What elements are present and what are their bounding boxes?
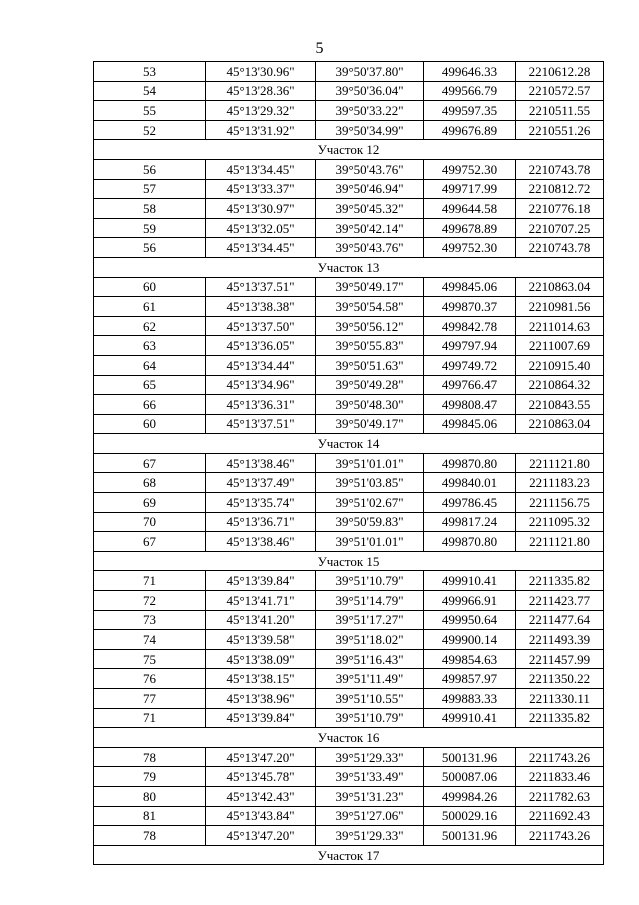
longitude-cell: 39°50'49.28" (316, 375, 424, 395)
point-number-cell: 56 (94, 238, 206, 258)
latitude-cell: 45°13'43.84" (206, 806, 316, 826)
y-coordinate-cell: 2211183.23 (516, 473, 604, 493)
page-number: 5 (315, 40, 324, 57)
table-row (94, 414, 604, 434)
y-coordinate-cell: 2210743.78 (516, 159, 604, 179)
longitude-cell: 39°50'34.99" (316, 120, 424, 140)
y-coordinate-cell: 2211743.26 (516, 826, 604, 846)
section-row (94, 728, 604, 748)
x-coordinate-cell: 499900.14 (424, 630, 516, 650)
x-coordinate-cell: 499870.80 (424, 453, 516, 473)
x-coordinate-cell: 500087.06 (424, 767, 516, 787)
y-coordinate-cell: 2211335.82 (516, 708, 604, 728)
longitude-cell: 39°51'10.55" (316, 689, 424, 709)
table-row (94, 649, 604, 669)
y-coordinate-cell: 2211782.63 (516, 786, 604, 806)
x-coordinate-cell: 499857.97 (424, 669, 516, 689)
y-coordinate-cell: 2211457.99 (516, 649, 604, 669)
x-coordinate-cell: 499808.47 (424, 395, 516, 415)
table-row (94, 199, 604, 219)
table-row (94, 532, 604, 552)
point-number-cell: 78 (94, 826, 206, 846)
latitude-cell: 45°13'31.92" (206, 120, 316, 140)
section-title: Участок 13 (94, 257, 604, 277)
section-title: Участок 14 (94, 434, 604, 454)
table-row (94, 355, 604, 375)
table-row (94, 591, 604, 611)
table-row (94, 473, 604, 493)
section-title: Участок 15 (94, 551, 604, 571)
point-number-cell: 73 (94, 610, 206, 630)
x-coordinate-cell: 499752.30 (424, 238, 516, 258)
x-coordinate-cell: 500029.16 (424, 806, 516, 826)
y-coordinate-cell: 2210981.56 (516, 297, 604, 317)
table-row (94, 512, 604, 532)
table-row (94, 159, 604, 179)
point-number-cell: 72 (94, 591, 206, 611)
y-coordinate-cell: 2211330.11 (516, 689, 604, 709)
point-number-cell: 68 (94, 473, 206, 493)
x-coordinate-cell: 499950.64 (424, 610, 516, 630)
y-coordinate-cell: 2211493.39 (516, 630, 604, 650)
table-row (94, 767, 604, 787)
x-coordinate-cell: 499845.06 (424, 414, 516, 434)
coordinates-table (93, 61, 604, 865)
y-coordinate-cell: 2211833.46 (516, 767, 604, 787)
y-coordinate-cell: 2210812.72 (516, 179, 604, 199)
longitude-cell: 39°51'10.79" (316, 708, 424, 728)
x-coordinate-cell: 499910.41 (424, 708, 516, 728)
point-number-cell: 64 (94, 355, 206, 375)
y-coordinate-cell: 2210863.04 (516, 414, 604, 434)
point-number-cell: 55 (94, 101, 206, 121)
latitude-cell: 45°13'38.38" (206, 297, 316, 317)
point-number-cell: 80 (94, 786, 206, 806)
x-coordinate-cell: 500131.96 (424, 826, 516, 846)
latitude-cell: 45°13'36.05" (206, 336, 316, 356)
longitude-cell: 39°50'59.83" (316, 512, 424, 532)
y-coordinate-cell: 2211156.75 (516, 493, 604, 513)
table-row (94, 786, 604, 806)
y-coordinate-cell: 2211335.82 (516, 571, 604, 591)
point-number-cell: 76 (94, 669, 206, 689)
latitude-cell: 45°13'37.50" (206, 316, 316, 336)
latitude-cell: 45°13'30.97" (206, 199, 316, 219)
table-row (94, 277, 604, 297)
longitude-cell: 39°51'29.33" (316, 747, 424, 767)
x-coordinate-cell: 499644.58 (424, 199, 516, 219)
longitude-cell: 39°51'29.33" (316, 826, 424, 846)
table-row (94, 238, 604, 258)
latitude-cell: 45°13'39.58" (206, 630, 316, 650)
table-row (94, 81, 604, 101)
y-coordinate-cell: 2210551.26 (516, 120, 604, 140)
latitude-cell: 45°13'41.71" (206, 591, 316, 611)
section-row (94, 551, 604, 571)
latitude-cell: 45°13'41.20" (206, 610, 316, 630)
y-coordinate-cell: 2211007.69 (516, 336, 604, 356)
table-row (94, 493, 604, 513)
point-number-cell: 71 (94, 571, 206, 591)
point-number-cell: 63 (94, 336, 206, 356)
point-number-cell: 66 (94, 395, 206, 415)
point-number-cell: 52 (94, 120, 206, 140)
y-coordinate-cell: 2211121.80 (516, 453, 604, 473)
longitude-cell: 39°50'45.32" (316, 199, 424, 219)
x-coordinate-cell: 499566.79 (424, 81, 516, 101)
longitude-cell: 39°51'03.85" (316, 473, 424, 493)
y-coordinate-cell: 2210864.32 (516, 375, 604, 395)
section-row (94, 140, 604, 160)
longitude-cell: 39°50'49.17" (316, 277, 424, 297)
point-number-cell: 69 (94, 493, 206, 513)
y-coordinate-cell: 2211350.22 (516, 669, 604, 689)
latitude-cell: 45°13'34.96" (206, 375, 316, 395)
point-number-cell: 65 (94, 375, 206, 395)
longitude-cell: 39°51'17.27" (316, 610, 424, 630)
latitude-cell: 45°13'38.46" (206, 532, 316, 552)
longitude-cell: 39°50'56.12" (316, 316, 424, 336)
longitude-cell: 39°51'10.79" (316, 571, 424, 591)
y-coordinate-cell: 2210776.18 (516, 199, 604, 219)
point-number-cell: 60 (94, 414, 206, 434)
latitude-cell: 45°13'47.20" (206, 747, 316, 767)
latitude-cell: 45°13'38.96" (206, 689, 316, 709)
y-coordinate-cell: 2211423.77 (516, 591, 604, 611)
latitude-cell: 45°13'37.49" (206, 473, 316, 493)
longitude-cell: 39°50'33.22" (316, 101, 424, 121)
table-row (94, 336, 604, 356)
point-number-cell: 62 (94, 316, 206, 336)
x-coordinate-cell: 499870.37 (424, 297, 516, 317)
point-number-cell: 70 (94, 512, 206, 532)
x-coordinate-cell: 499646.33 (424, 62, 516, 82)
x-coordinate-cell: 499883.33 (424, 689, 516, 709)
point-number-cell: 56 (94, 159, 206, 179)
table-row (94, 630, 604, 650)
x-coordinate-cell: 499984.26 (424, 786, 516, 806)
latitude-cell: 45°13'34.45" (206, 159, 316, 179)
latitude-cell: 45°13'38.09" (206, 649, 316, 669)
point-number-cell: 58 (94, 199, 206, 219)
table-row (94, 747, 604, 767)
point-number-cell: 79 (94, 767, 206, 787)
point-number-cell: 60 (94, 277, 206, 297)
y-coordinate-cell: 2210612.28 (516, 62, 604, 82)
latitude-cell: 45°13'37.51" (206, 414, 316, 434)
table-row (94, 669, 604, 689)
point-number-cell: 67 (94, 532, 206, 552)
x-coordinate-cell: 499678.89 (424, 218, 516, 238)
latitude-cell: 45°13'39.84" (206, 708, 316, 728)
latitude-cell: 45°13'38.15" (206, 669, 316, 689)
y-coordinate-cell: 2211121.80 (516, 532, 604, 552)
y-coordinate-cell: 2210863.04 (516, 277, 604, 297)
table-row (94, 708, 604, 728)
section-title: Участок 12 (94, 140, 604, 160)
point-number-cell: 61 (94, 297, 206, 317)
longitude-cell: 39°50'55.83" (316, 336, 424, 356)
point-number-cell: 75 (94, 649, 206, 669)
longitude-cell: 39°50'37.80" (316, 62, 424, 82)
longitude-cell: 39°50'43.76" (316, 238, 424, 258)
point-number-cell: 81 (94, 806, 206, 826)
table-row (94, 101, 604, 121)
point-number-cell: 54 (94, 81, 206, 101)
point-number-cell: 53 (94, 62, 206, 82)
latitude-cell: 45°13'29.32" (206, 101, 316, 121)
table-row (94, 806, 604, 826)
latitude-cell: 45°13'42.43" (206, 786, 316, 806)
longitude-cell: 39°51'11.49" (316, 669, 424, 689)
y-coordinate-cell: 2210707.25 (516, 218, 604, 238)
table-row (94, 571, 604, 591)
x-coordinate-cell: 499845.06 (424, 277, 516, 297)
longitude-cell: 39°50'36.04" (316, 81, 424, 101)
x-coordinate-cell: 499797.94 (424, 336, 516, 356)
section-title: Участок 16 (94, 728, 604, 748)
longitude-cell: 39°51'18.02" (316, 630, 424, 650)
point-number-cell: 67 (94, 453, 206, 473)
longitude-cell: 39°50'42.14" (316, 218, 424, 238)
point-number-cell: 57 (94, 179, 206, 199)
y-coordinate-cell: 2210743.78 (516, 238, 604, 258)
table-row (94, 297, 604, 317)
longitude-cell: 39°51'01.01" (316, 532, 424, 552)
table-row (94, 218, 604, 238)
x-coordinate-cell: 499786.45 (424, 493, 516, 513)
y-coordinate-cell: 2211743.26 (516, 747, 604, 767)
latitude-cell: 45°13'37.51" (206, 277, 316, 297)
table-row (94, 395, 604, 415)
latitude-cell: 45°13'28.36" (206, 81, 316, 101)
latitude-cell: 45°13'35.74" (206, 493, 316, 513)
section-title: Участок 17 (94, 845, 604, 865)
x-coordinate-cell: 499766.47 (424, 375, 516, 395)
section-row (94, 845, 604, 865)
section-row (94, 434, 604, 454)
latitude-cell: 45°13'39.84" (206, 571, 316, 591)
latitude-cell: 45°13'36.31" (206, 395, 316, 415)
longitude-cell: 39°51'02.67" (316, 493, 424, 513)
coordinates-table-body (94, 62, 604, 865)
point-number-cell: 59 (94, 218, 206, 238)
latitude-cell: 45°13'45.78" (206, 767, 316, 787)
table-row (94, 453, 604, 473)
x-coordinate-cell: 499817.24 (424, 512, 516, 532)
table-row (94, 179, 604, 199)
section-row (94, 257, 604, 277)
y-coordinate-cell: 2210511.55 (516, 101, 604, 121)
longitude-cell: 39°51'16.43" (316, 649, 424, 669)
longitude-cell: 39°51'27.06" (316, 806, 424, 826)
x-coordinate-cell: 499676.89 (424, 120, 516, 140)
longitude-cell: 39°50'49.17" (316, 414, 424, 434)
x-coordinate-cell: 499752.30 (424, 159, 516, 179)
y-coordinate-cell: 2211477.64 (516, 610, 604, 630)
latitude-cell: 45°13'36.71" (206, 512, 316, 532)
point-number-cell: 71 (94, 708, 206, 728)
y-coordinate-cell: 2210915.40 (516, 355, 604, 375)
point-number-cell: 78 (94, 747, 206, 767)
point-number-cell: 74 (94, 630, 206, 650)
table-row (94, 316, 604, 336)
x-coordinate-cell: 499854.63 (424, 649, 516, 669)
x-coordinate-cell: 499842.78 (424, 316, 516, 336)
latitude-cell: 45°13'33.37" (206, 179, 316, 199)
y-coordinate-cell: 2211095.32 (516, 512, 604, 532)
latitude-cell: 45°13'38.46" (206, 453, 316, 473)
longitude-cell: 39°51'31.23" (316, 786, 424, 806)
latitude-cell: 45°13'30.96" (206, 62, 316, 82)
table-row (94, 375, 604, 395)
table-row (94, 826, 604, 846)
y-coordinate-cell: 2210572.57 (516, 81, 604, 101)
latitude-cell: 45°13'32.05" (206, 218, 316, 238)
x-coordinate-cell: 499870.80 (424, 532, 516, 552)
x-coordinate-cell: 499749.72 (424, 355, 516, 375)
latitude-cell: 45°13'47.20" (206, 826, 316, 846)
x-coordinate-cell: 499910.41 (424, 571, 516, 591)
longitude-cell: 39°50'48.30" (316, 395, 424, 415)
y-coordinate-cell: 2211014.63 (516, 316, 604, 336)
y-coordinate-cell: 2211692.43 (516, 806, 604, 826)
table-row (94, 62, 604, 82)
longitude-cell: 39°50'54.58" (316, 297, 424, 317)
x-coordinate-cell: 499840.01 (424, 473, 516, 493)
latitude-cell: 45°13'34.44" (206, 355, 316, 375)
x-coordinate-cell: 499717.99 (424, 179, 516, 199)
longitude-cell: 39°50'46.94" (316, 179, 424, 199)
longitude-cell: 39°51'14.79" (316, 591, 424, 611)
x-coordinate-cell: 500131.96 (424, 747, 516, 767)
longitude-cell: 39°50'43.76" (316, 159, 424, 179)
point-number-cell: 77 (94, 689, 206, 709)
table-row (94, 689, 604, 709)
longitude-cell: 39°50'51.63" (316, 355, 424, 375)
table-row (94, 120, 604, 140)
x-coordinate-cell: 499966.91 (424, 591, 516, 611)
longitude-cell: 39°51'33.49" (316, 767, 424, 787)
latitude-cell: 45°13'34.45" (206, 238, 316, 258)
y-coordinate-cell: 2210843.55 (516, 395, 604, 415)
table-row (94, 610, 604, 630)
longitude-cell: 39°51'01.01" (316, 453, 424, 473)
x-coordinate-cell: 499597.35 (424, 101, 516, 121)
